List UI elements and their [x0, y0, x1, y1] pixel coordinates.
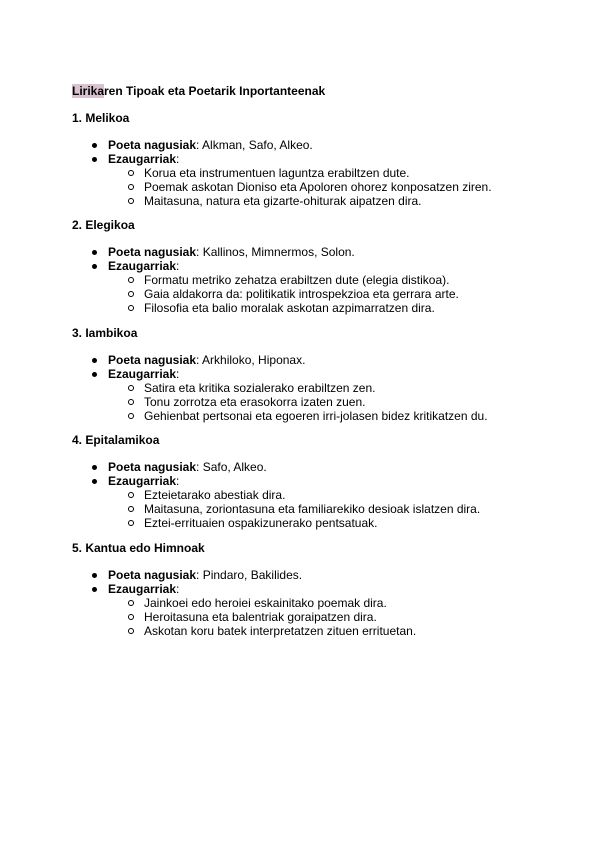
- features-list: [108, 596, 542, 638]
- features-item: [72, 582, 542, 638]
- section-melikoa: [72, 111, 542, 208]
- features-colon: :: [176, 367, 180, 381]
- features-list: [108, 273, 542, 315]
- feature-item: Korua eta instrumentuen laguntza erabiltzen dute.: [108, 166, 542, 180]
- section-kantua: [72, 541, 542, 638]
- section-iambikoa: [72, 326, 542, 423]
- features-list: [108, 488, 542, 530]
- highlighted-text[interactable]: Lirika: [72, 84, 105, 98]
- features-item: [72, 474, 542, 530]
- poets-label: Poeta nagusiak: [108, 568, 197, 582]
- section-heading: 4. Epitalamikoa: [72, 433, 160, 447]
- document-title: [72, 84, 325, 98]
- feature-item: Heroitasuna eta balentriak goraipatzen dira.: [108, 610, 542, 624]
- section-list: [72, 353, 542, 423]
- features-item: [72, 259, 542, 315]
- features-list: [108, 166, 542, 208]
- poets-item: [72, 460, 542, 474]
- features-label: Ezaugarriak: [108, 259, 177, 273]
- poets-label: Poeta nagusiak: [108, 353, 197, 367]
- feature-item: Maitasuna, natura eta gizarte-ohiturak aipatzen dira.: [108, 194, 542, 208]
- section-heading: 5. Kantua edo Himnoak: [72, 541, 205, 555]
- feature-item: Jainkoei edo heroiei eskainitako poemak dira.: [108, 596, 542, 610]
- section-heading: 1. Melikoa: [72, 111, 130, 125]
- poets-list: : Pindaro, Bakilides.: [196, 568, 303, 582]
- features-colon: :: [176, 259, 180, 273]
- features-item: [72, 367, 542, 423]
- feature-item: Eztei-errituaien ospakizunerako pentsatuak.: [108, 516, 542, 530]
- section-heading: 2. Elegikoa: [72, 218, 135, 232]
- features-colon: :: [176, 152, 180, 166]
- features-label: Ezaugarriak: [108, 474, 177, 488]
- section-list: [72, 568, 542, 638]
- feature-item: Ezteietarako abestiak dira.: [108, 488, 542, 502]
- feature-item: Askotan koru batek interpretatzen zituen errituetan.: [108, 624, 542, 638]
- features-label: Ezaugarriak: [108, 367, 177, 381]
- poets-label: Poeta nagusiak: [108, 460, 197, 474]
- section-list: [72, 460, 542, 530]
- section-heading: 3. Iambikoa: [72, 326, 138, 340]
- feature-item: Formatu metriko zehatza erabiltzen dute (elegia distikoa).: [108, 273, 542, 287]
- feature-item: Gehienbat pertsonai eta egoeren irri-jolasen bidez kritikatzen du.: [108, 409, 542, 423]
- features-colon: :: [176, 474, 180, 488]
- title-rest: ren Tipoak eta Poetarik Inportanteenak: [104, 84, 326, 98]
- poets-label: Poeta nagusiak: [108, 245, 197, 259]
- features-label: Ezaugarriak: [108, 582, 177, 596]
- feature-item: Poemak askotan Dioniso eta Apoloren ohorez konposatzen ziren.: [108, 180, 542, 194]
- poets-item: [72, 245, 542, 259]
- poets-list: : Alkman, Safo, Alkeo.: [196, 138, 313, 152]
- poets-item: [72, 138, 542, 152]
- feature-item: Gaia aldakorra da: politikatik introspekzioa eta gerrara arte.: [108, 287, 542, 301]
- features-item: [72, 152, 542, 208]
- features-list: [108, 381, 542, 423]
- poets-list: : Kallinos, Mimnermos, Solon.: [196, 245, 355, 259]
- features-label: Ezaugarriak: [108, 152, 177, 166]
- feature-item: Satira eta kritika sozialerako erabiltzen zen.: [108, 381, 542, 395]
- poets-list: : Safo, Alkeo.: [196, 460, 267, 474]
- section-list: [72, 138, 542, 208]
- section-list: [72, 245, 542, 315]
- poets-label: Poeta nagusiak: [108, 138, 197, 152]
- poets-list: : Arkhiloko, Hiponax.: [196, 353, 306, 367]
- poets-item: [72, 568, 542, 582]
- feature-item: Filosofia eta balio moralak askotan azpimarratzen dira.: [108, 301, 542, 315]
- feature-item: Tonu zorrotza eta erasokorra izaten zuen.: [108, 395, 542, 409]
- section-epitalamikoa: [72, 433, 542, 530]
- section-elegikoa: [72, 218, 542, 315]
- poets-item: [72, 353, 542, 367]
- features-colon: :: [176, 582, 180, 596]
- feature-item: Maitasuna, zoriontasuna eta familiarekiko desioak islatzen dira.: [108, 502, 542, 516]
